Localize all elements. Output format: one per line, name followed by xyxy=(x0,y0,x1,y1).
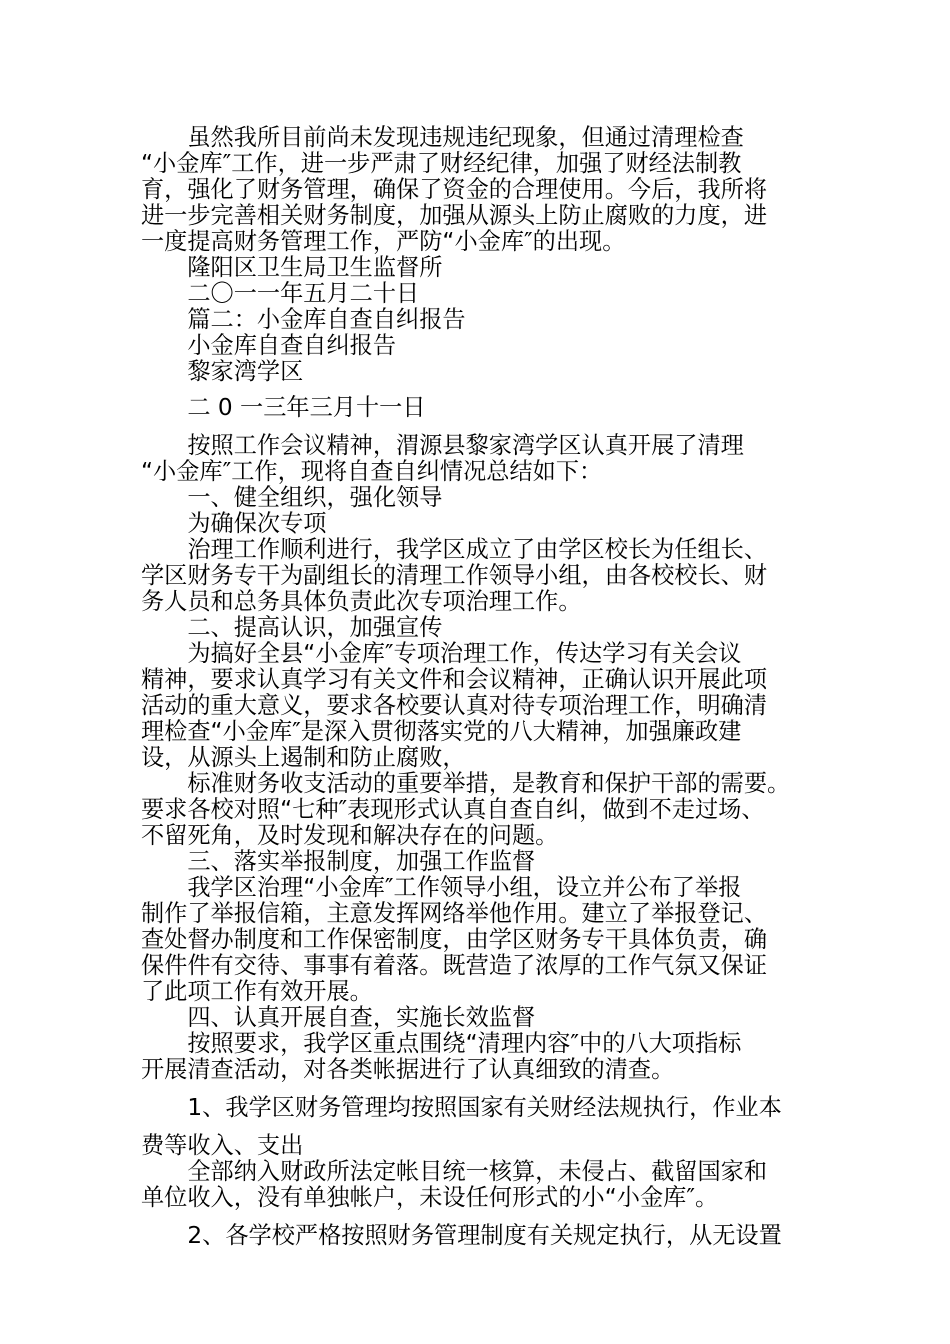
document-line: 一度提高财务管理工作，严防“小金库″的出现。 xyxy=(141,228,626,255)
document-line: 进一步完善相关财务制度，加强从源头上防止腐败的力度，进 xyxy=(141,202,768,229)
document-line: 要求各校对照“七种″表现形式认真自查自纠，做到不走过场、 xyxy=(141,796,765,823)
document-line: 虽然我所目前尚未发现违规违纪现象，但通过清理检查 xyxy=(141,124,744,151)
document-line: 务人员和总务具体负责此次专项治理工作。 xyxy=(141,588,582,615)
document-line: 标准财务收支活动的重要举措，是教育和保护干部的需要。 xyxy=(141,770,791,797)
document-line: 2、各学校严格按照财务管理制度有关规定执行，从无设置 xyxy=(141,1222,782,1249)
document-line: 四、认真开展自查，实施长效监督 xyxy=(141,1004,536,1031)
document-line: 一、健全组织，强化领导 xyxy=(141,484,443,511)
document-line: “小金库″工作，进一步严肃了财经纪律，加强了财经法制教 xyxy=(141,150,742,177)
document-line: 黎家湾学区 xyxy=(141,358,304,385)
document-line: 三、落实举报制度，加强工作监督 xyxy=(141,848,536,875)
document-line: 学区财务专干为副组长的清理工作领导小组，由各校校长、财 xyxy=(141,562,768,589)
document-line: 二、提高认识，加强宣传 xyxy=(141,614,443,641)
document-line: 隆阳区卫生局卫生监督所 xyxy=(141,254,443,281)
document-line: 二〇一一年五月二十日 xyxy=(141,280,420,307)
document-line: 治理工作顺利进行，我学区成立了由学区校长为任组长、 xyxy=(141,536,768,563)
document-line: 不留死角，及时发现和解决存在的问题。 xyxy=(141,822,559,849)
document-line: 二 0 一三年三月十一日 xyxy=(141,394,426,421)
document-line: 活动的重大意义，要求各校要认真对待专项治理工作，明确清 xyxy=(141,692,768,719)
document-line: 精神，要求认真学习有关文件和会议精神，正确认识开展此项 xyxy=(141,666,768,693)
document-line: 育，强化了财务管理，确保了资金的合理使用。今后，我所将 xyxy=(141,176,768,203)
document-line: 为搞好全县“小金库″专项治理工作，传达学习有关会议 xyxy=(141,640,742,667)
document-line: 制作了举报信箱，主意发挥网络举他作用。建立了举报登记、 xyxy=(141,900,768,927)
document-line: 设，从源头上遏制和防止腐败， xyxy=(141,744,466,771)
document-line: 篇二：小金库自查自纠报告 xyxy=(141,306,466,333)
document-line: 我学区治理“小金库″工作领导小组，设立并公布了举报 xyxy=(141,874,742,901)
document-line: 为确保次专项 xyxy=(141,510,327,537)
document-line: 全部纳入财政所法定帐目统一核算，未侵占、截留国家和 xyxy=(141,1158,768,1185)
document-line: 单位收入，没有单独帐户，未设任何形式的小“小金库″。 xyxy=(141,1184,719,1211)
document-line: 查处督办制度和工作保密制度，由学区财务专干具体负责，确 xyxy=(141,926,768,953)
document-line: 按照工作会议精神，渭源县黎家湾学区认真开展了清理 xyxy=(141,432,744,459)
document-line: 保件件有交待、事事有着落。既营造了浓厚的工作气氛又保证 xyxy=(141,952,768,979)
document-line: 按照要求，我学区重点围绕“清理内容″中的八大项指标 xyxy=(141,1030,742,1057)
document-line: 了此项工作有效开展。 xyxy=(141,978,373,1005)
document-line: 开展清查活动，对各类帐据进行了认真细致的清查。 xyxy=(141,1056,675,1083)
document-line: 1、我学区财务管理均按照国家有关财经法规执行，作业本 xyxy=(141,1094,782,1121)
document-line: “小金库″工作，现将自查自纠情况总结如下： xyxy=(141,458,603,485)
document-line: 费等收入、支出 xyxy=(141,1132,304,1159)
document-line: 小金库自查自纠报告 xyxy=(141,332,397,359)
document-line: 理检查“小金库″是深入贯彻落实党的八大精神，加强廉政建 xyxy=(141,718,742,745)
